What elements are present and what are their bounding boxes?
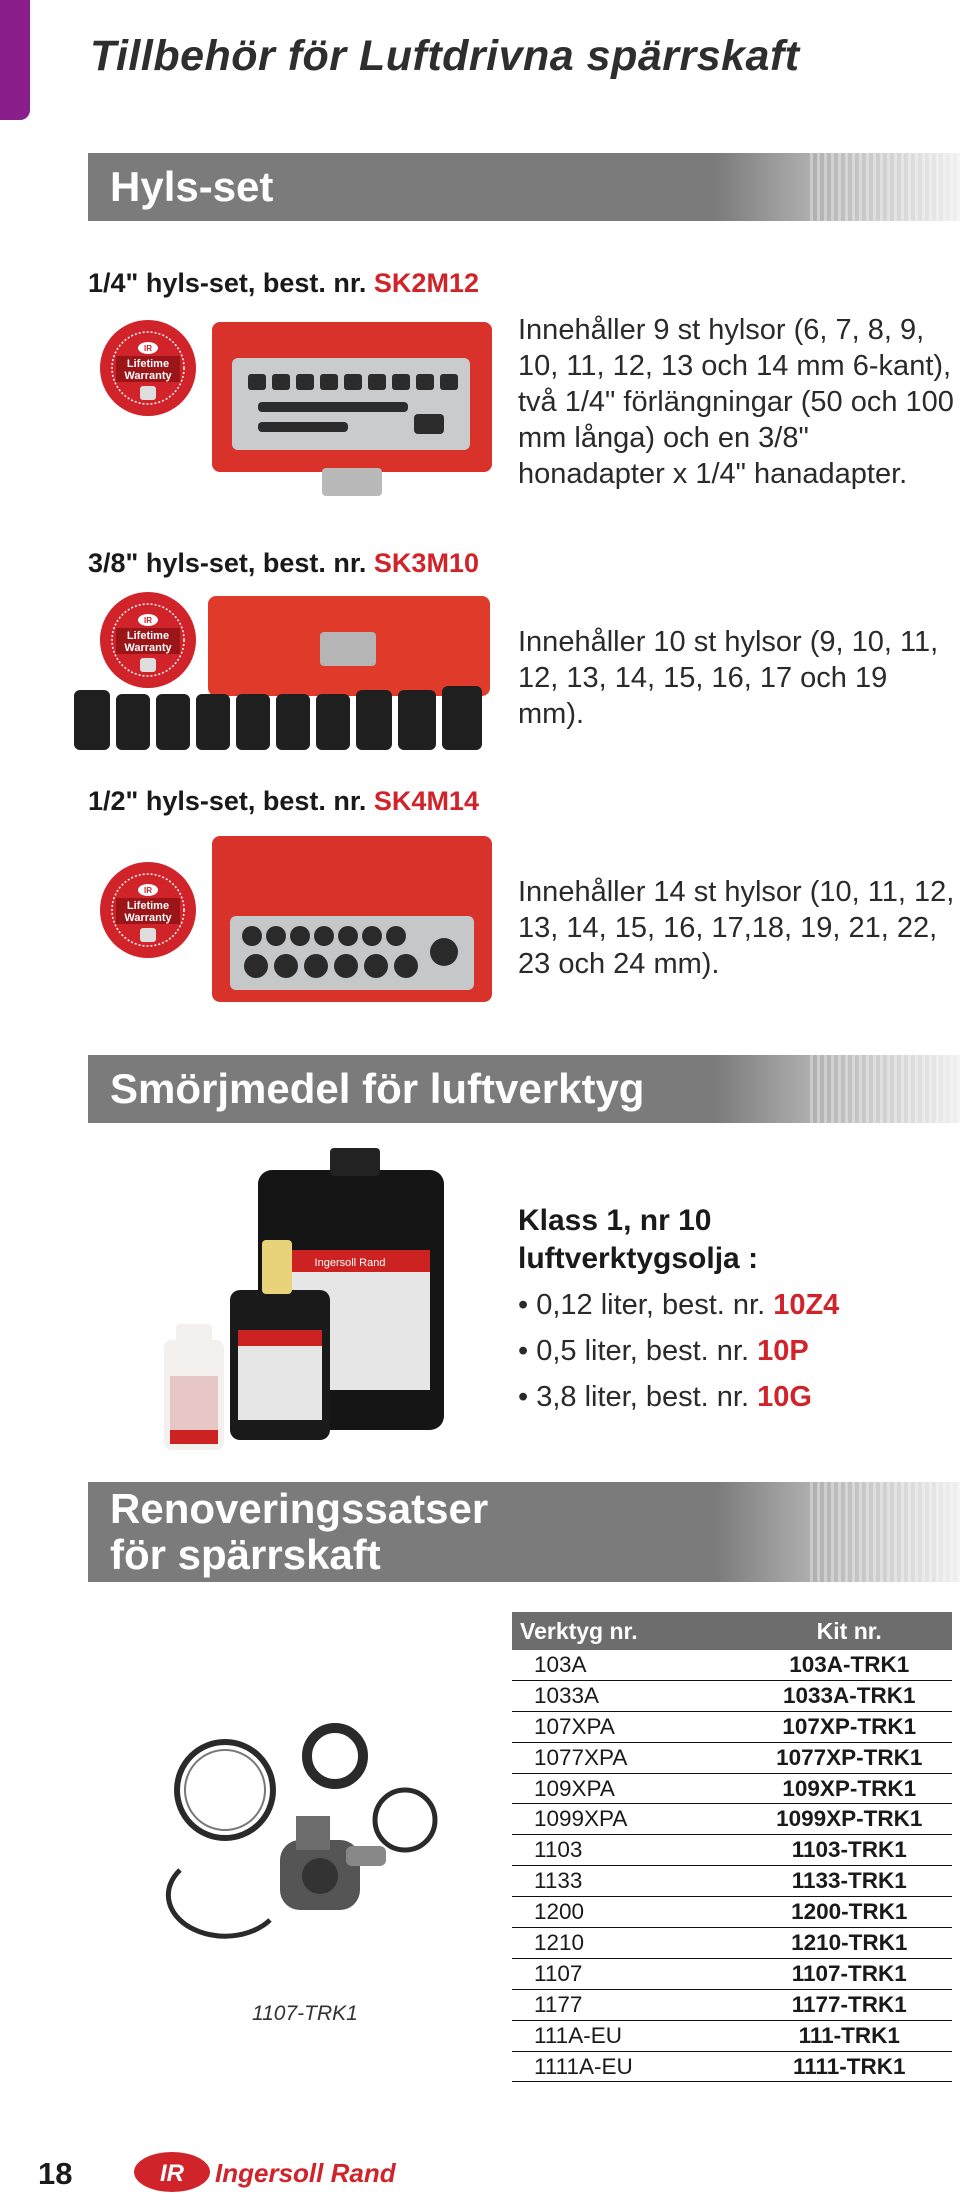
- ingersoll-rand-logo-icon: [132, 2150, 212, 2194]
- table-cell: 111A-EU: [512, 2020, 746, 2051]
- table-cell: 1133: [512, 1866, 746, 1897]
- list-item-text: 3,8 liter, best. nr.: [536, 1381, 758, 1413]
- list-item-code: 10P: [757, 1335, 809, 1367]
- image-caption: 1107-TRK1: [252, 2002, 358, 2025]
- socket-set-case-image: [208, 318, 496, 502]
- table-row: [512, 1928, 952, 1959]
- list-item-code: 10G: [757, 1381, 812, 1413]
- section-band-hyls-set: [88, 153, 960, 221]
- table-cell: 1111A-EU: [512, 2051, 746, 2082]
- table-cell: 1200: [512, 1897, 746, 1928]
- table-row: [512, 1773, 952, 1804]
- svg-text:Warranty: Warranty: [124, 912, 172, 924]
- table-cell: 1177-TRK1: [746, 1989, 952, 2020]
- table-row: [512, 1804, 952, 1835]
- list-item-code: 10Z4: [773, 1289, 840, 1321]
- svg-text:Warranty: Warranty: [124, 370, 172, 382]
- section-title: Smörjmedel för luftverktyg: [110, 1065, 645, 1112]
- table-row: [512, 1897, 952, 1928]
- list-item-text: 0,5 liter, best. nr.: [536, 1335, 758, 1367]
- table-cell: 1200-TRK1: [746, 1897, 952, 1928]
- product-description: Innehåller 10 st hylsor (9, 10, 11, 12, 13, 14, 15, 16, 17 och 19 mm).: [518, 626, 939, 730]
- section-band-renovation: [88, 1482, 960, 1582]
- table-cell: 1103-TRK1: [746, 1835, 952, 1866]
- chapter-tab: [0, 0, 30, 120]
- svg-text:IR: IR: [144, 886, 152, 895]
- table-row: [512, 1989, 952, 2020]
- svg-text:IR: IR: [160, 2160, 184, 2187]
- table-cell: 1210: [512, 1928, 746, 1959]
- repair-kit-parts-image: [150, 1720, 450, 1960]
- product-code: SK4M14: [373, 786, 479, 816]
- list-item: • 0,5 liter, best. nr. 10P: [518, 1335, 809, 1367]
- table-row: [512, 1680, 952, 1711]
- table-cell: 1077XPA: [512, 1742, 746, 1773]
- table-cell: 1099XP-TRK1: [746, 1804, 952, 1835]
- table-row: [512, 1650, 952, 1680]
- svg-text:IR: IR: [144, 344, 152, 353]
- page-title: Tillbehör för Luftdrivna spärrskaft: [90, 32, 800, 80]
- lifetime-warranty-badge: [98, 318, 198, 418]
- svg-text:Lifetime: Lifetime: [126, 900, 170, 912]
- table-row: [512, 1835, 952, 1866]
- product-heading: [88, 786, 479, 817]
- table-row: [512, 2051, 952, 2082]
- svg-text:Lifetime: Lifetime: [126, 358, 170, 370]
- socket-set-case-image: [208, 832, 496, 1008]
- product-code: SK2M12: [373, 268, 479, 298]
- svg-text:Lifetime: Lifetime: [126, 630, 170, 642]
- brand-name: Ingersoll Rand: [215, 2158, 396, 2188]
- lubricant-bottles-image: [160, 1140, 450, 1460]
- section-title: Renoveringssatser för spärrskaft: [110, 1485, 489, 1578]
- table-cell: 1177: [512, 1989, 746, 2020]
- lifetime-warranty-badge: [98, 860, 198, 960]
- table-cell: 1103: [512, 1835, 746, 1866]
- table-cell: 107XPA: [512, 1711, 746, 1742]
- product-code: SK3M10: [373, 548, 479, 578]
- column-header: Verktyg nr.: [512, 1612, 746, 1650]
- table-cell: 109XPA: [512, 1773, 746, 1804]
- product-description: Innehåller 9 st hylsor (6, 7, 8, 9, 10, 11, 12, 13 och 14 mm 6-kant), två 1/4" förlängningar (50 och 100 mm långa) och en 3/8" honadapter x 1/4" hanadapter.: [518, 314, 954, 490]
- table-header-row: [512, 1612, 952, 1650]
- table-cell: 1133-TRK1: [746, 1866, 952, 1897]
- product-heading: [88, 548, 479, 579]
- table-row: [512, 1866, 952, 1897]
- table-cell: 1107-TRK1: [746, 1958, 952, 1989]
- svg-text:IR: IR: [144, 616, 152, 625]
- table-cell: 1077XP-TRK1: [746, 1742, 952, 1773]
- product-description: Innehåller 14 st hylsor (10, 11, 12, 13, 14, 15, 16, 17,18, 19, 21, 22, 23 och 24 mm).: [518, 876, 955, 980]
- svg-text:Warranty: Warranty: [124, 642, 172, 654]
- table-cell: 107XP-TRK1: [746, 1711, 952, 1742]
- product-label: 3/8" hyls-set, best. nr.: [88, 548, 374, 578]
- table-cell: 1033A-TRK1: [746, 1680, 952, 1711]
- lubricant-class-sublabel: luftverktygsolja :: [518, 1242, 759, 1275]
- repair-kit-table: [512, 1612, 952, 2082]
- section-title: Hyls-set: [110, 163, 274, 210]
- table-cell: 109XP-TRK1: [746, 1773, 952, 1804]
- table-cell: 1107: [512, 1958, 746, 1989]
- table-row: [512, 1958, 952, 1989]
- product-heading: [88, 268, 479, 299]
- list-item: • 3,8 liter, best. nr. 10G: [518, 1381, 812, 1413]
- table-row: [512, 1742, 952, 1773]
- table-cell: 1111-TRK1: [746, 2051, 952, 2082]
- product-label: 1/2" hyls-set, best. nr.: [88, 786, 374, 816]
- lubricant-class-label: Klass 1, nr 10: [518, 1204, 712, 1237]
- socket-set-case-image: [70, 590, 500, 760]
- table-cell: 1033A: [512, 1680, 746, 1711]
- page-number: 18: [38, 2156, 73, 2191]
- table-cell: 1099XPA: [512, 1804, 746, 1835]
- lubricant-list: [518, 1202, 839, 1420]
- list-item: • 0,12 liter, best. nr. 10Z4: [518, 1289, 840, 1321]
- svg-text:Ingersoll Rand: Ingersoll Rand: [314, 1257, 386, 1269]
- table-cell: 103A-TRK1: [746, 1650, 952, 1680]
- table-cell: 111-TRK1: [746, 2020, 952, 2051]
- table-cell: 103A: [512, 1650, 746, 1680]
- section-band-lubricant: [88, 1055, 960, 1123]
- column-header: Kit nr.: [746, 1612, 952, 1650]
- table-cell: 1210-TRK1: [746, 1928, 952, 1959]
- table-row: [512, 2020, 952, 2051]
- table-row: [512, 1711, 952, 1742]
- product-label: 1/4" hyls-set, best. nr.: [88, 268, 374, 298]
- list-item-text: 0,12 liter, best. nr.: [536, 1289, 774, 1321]
